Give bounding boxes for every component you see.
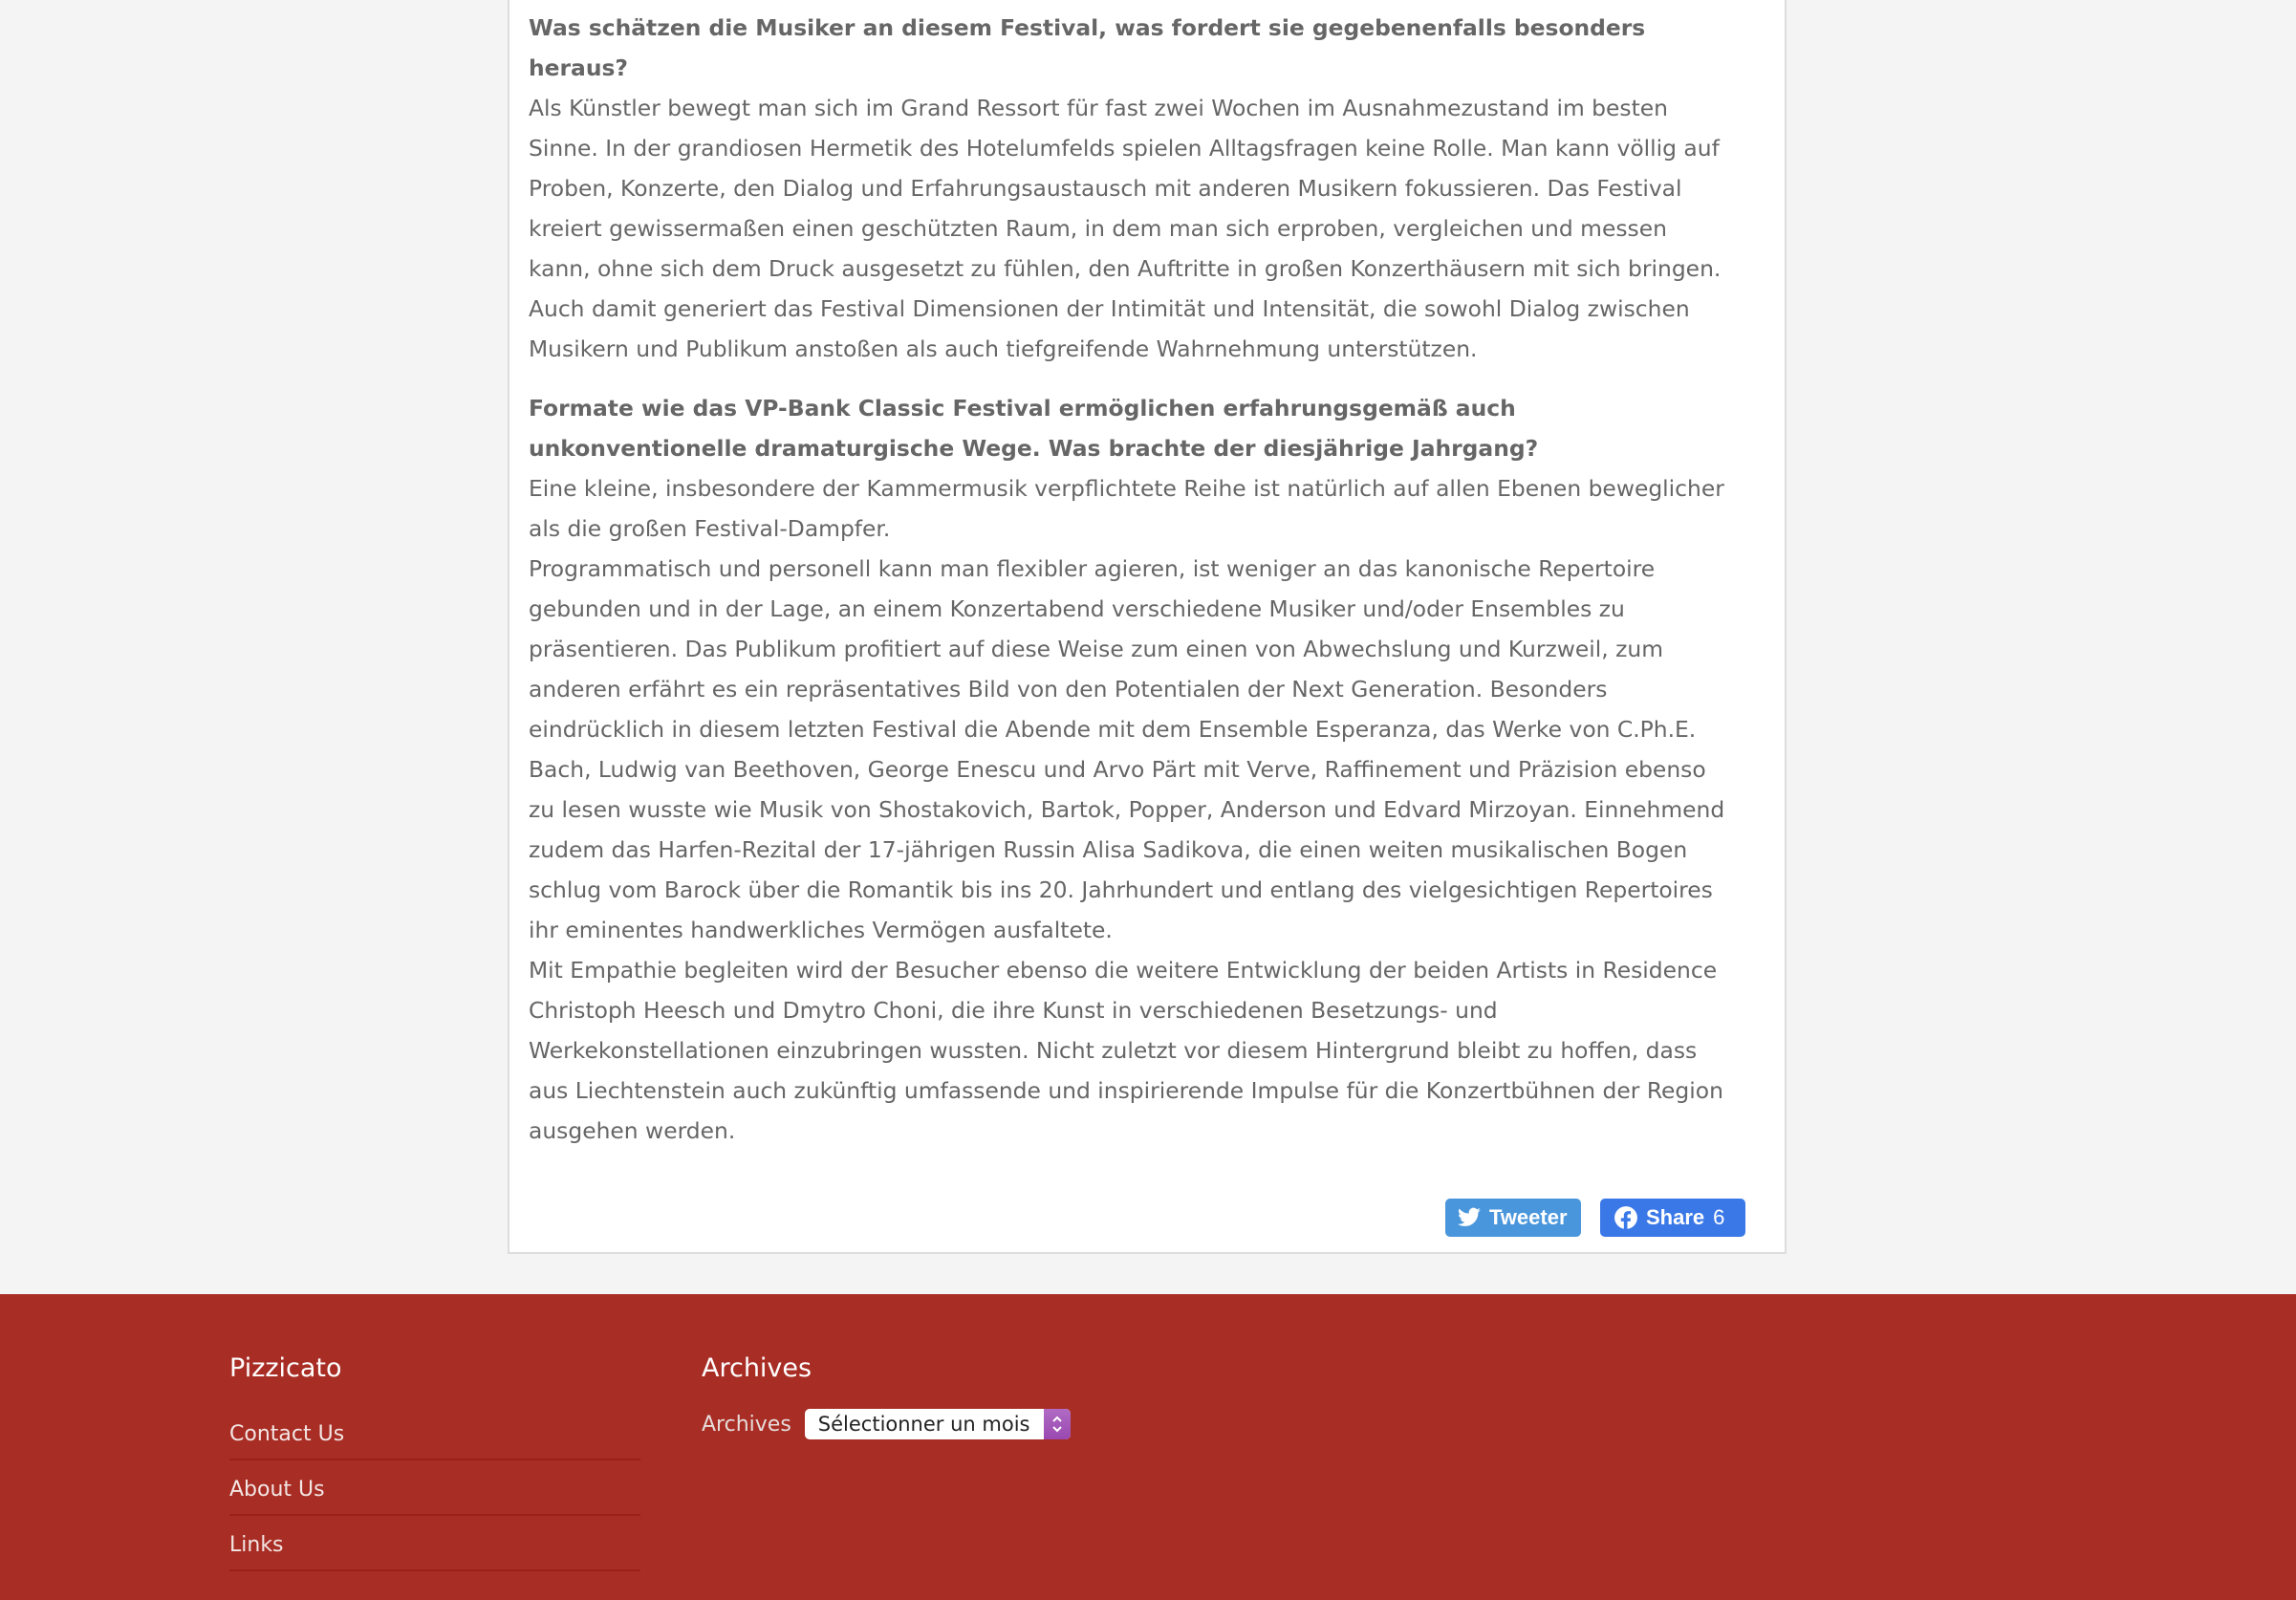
facebook-share-label: Share: [1646, 1205, 1705, 1229]
footer-site-title: Pizzicato: [229, 1353, 342, 1383]
answer-line: Eine kleine, insbesondere der Kammermusik verpflichtete Reihe ist natürlich auf allen Ebenen beweglicher: [529, 475, 1724, 502]
answer-line: gebunden und in der Lage, an einem Konzertabend verschiedene Musiker und/oder Ensembles zu: [529, 595, 1625, 622]
facebook-share-count: 6: [1713, 1205, 1725, 1229]
footer-archives-widget: [702, 1350, 1180, 1437]
interview-question-line: heraus?: [529, 54, 628, 81]
interview-question-line: Formate wie das VP-Bank Classic Festival ermöglichen erfahrungsgemäß auch: [529, 395, 1516, 422]
chevron-up-down-icon: [1051, 1414, 1064, 1435]
article-section: [529, 388, 1781, 1151]
answer-line: Als Künstler bewegt man sich im Grand Ressort für fast zwei Wochen im Ausnahmezustand im besten: [529, 95, 1668, 121]
select-arrows-icon[interactable]: [1044, 1409, 1071, 1439]
answer-line: ausgehen werden.: [529, 1117, 736, 1144]
tweet-label: Tweeter: [1489, 1205, 1568, 1229]
footer-link-label[interactable]: Links: [229, 1533, 284, 1557]
footer-site-widget: [229, 1350, 640, 1557]
article-section: [529, 8, 1781, 369]
answer-line: kann, ohne sich dem Druck ausgesetzt zu fühlen, den Auftritte in großen Konzerthäusern mit sich bringen.: [529, 255, 1722, 282]
footer-link-links[interactable]: [229, 1516, 640, 1571]
article-body: [529, 8, 1781, 1170]
archives-month-select[interactable]: [805, 1409, 1071, 1439]
answer-line: Bach, Ludwig van Beethoven, George Enescu und Arvo Pärt mit Verve, Raffinement und Präzision ebenso: [529, 756, 1706, 783]
answer-line: Mit Empathie begleiten wird der Besucher ebenso die weitere Entwicklung der beiden Artists in Residence: [529, 957, 1718, 984]
answer-line: Programmatisch und personell kann man flexibler agieren, ist weniger an das kanonische Repertoire: [529, 555, 1656, 582]
answer-line: Sinne. In der grandiosen Hermetik des Hotelumfelds spielen Alltagsfragen keine Rolle. Man kann völlig auf: [529, 135, 1720, 162]
answer-line: kreiert gewissermaßen einen geschützten Raum, in dem man sich erproben, vergleichen und messen: [529, 215, 1667, 242]
answer-line: Proben, Konzerte, den Dialog und Erfahrungsaustausch mit anderen Musikern fokussieren. Das Festival: [529, 175, 1682, 202]
answer-line: aus Liechtenstein auch zukünftig umfassende und inspirierende Impulse für die Konzertbühnen der Region: [529, 1077, 1723, 1104]
answer-line: präsentieren. Das Publikum profitiert auf diese Weise zum einen von Abwechslung und Kurzweil, zum: [529, 636, 1664, 662]
answer-line: eindrücklich in diesem letzten Festival die Abende mit dem Ensemble Esperanza, das Werke von C.Ph.E.: [529, 716, 1697, 743]
answer-line: als die großen Festival-Dampfer.: [529, 515, 891, 542]
answer-line: Auch damit generiert das Festival Dimensionen der Intimität und Intensität, die sowohl Dialog zwischen: [529, 295, 1690, 322]
footer-link-label[interactable]: About Us: [229, 1478, 325, 1502]
footer-link-contact-us[interactable]: [229, 1405, 640, 1460]
answer-line: Christoph Heesch und Dmytro Choni, die ihre Kunst in verschiedenen Besetzungs- und: [529, 997, 1498, 1024]
footer-links: [229, 1405, 640, 1571]
answer-paragraph: [529, 549, 1781, 950]
answer-line: schlug vom Barock über die Romantik bis ins 20. Jahrhundert und entlang des vielgesichtigen Repertoires: [529, 876, 1713, 903]
answer-paragraph: [529, 468, 1781, 549]
article-card: [508, 0, 1787, 1254]
answer-line: anderen erfährt es ein repräsentatives Bild von den Potentialen der Next Generation. Besonders: [529, 676, 1608, 703]
site-footer: [0, 1294, 2296, 1600]
answer-paragraph: [529, 88, 1781, 369]
archives-select-label: Archives: [702, 1412, 791, 1437]
footer-link-label[interactable]: Contact Us: [229, 1422, 345, 1446]
interview-question-line: Was schätzen die Musiker an diesem Festival, was fordert sie gegebenenfalls besonders: [529, 14, 1646, 41]
archives-title: Archives: [702, 1353, 812, 1383]
answer-line: Werkekonstellationen einzubringen wussten. Nicht zuletzt vor diesem Hintergrund bleibt zu hoffen, dass: [529, 1037, 1698, 1064]
footer-link-about-us[interactable]: [229, 1460, 640, 1516]
answer-paragraph: [529, 950, 1781, 1151]
archives-row: [702, 1409, 1071, 1439]
answer-line: zu lesen wusste wie Musik von Shostakovich, Bartok, Popper, Anderson und Edvard Mirzoyan. Einnehmend: [529, 796, 1725, 823]
facebook-share-button[interactable]: [1600, 1199, 1745, 1237]
answer-line: zudem das Harfen-Rezital der 17-jährigen Russin Alisa Sadikova, die einen weiten musikalischen Bogen: [529, 836, 1688, 863]
twitter-bird-icon: [1457, 1205, 1482, 1230]
tweet-button[interactable]: [1445, 1199, 1581, 1237]
answer-line: Musikern und Publikum anstoßen als auch tiefgreifende Wahrnehmung unterstützen.: [529, 335, 1478, 362]
facebook-icon: [1614, 1205, 1638, 1230]
interview-question-line: unkonventionelle dramaturgische Wege. Was brachte der diesjährige Jahrgang?: [529, 435, 1539, 462]
archives-select-value: Sélectionner un mois: [817, 1413, 1030, 1436]
answer-line: ihr eminentes handwerkliches Vermögen ausfaltete.: [529, 917, 1113, 943]
